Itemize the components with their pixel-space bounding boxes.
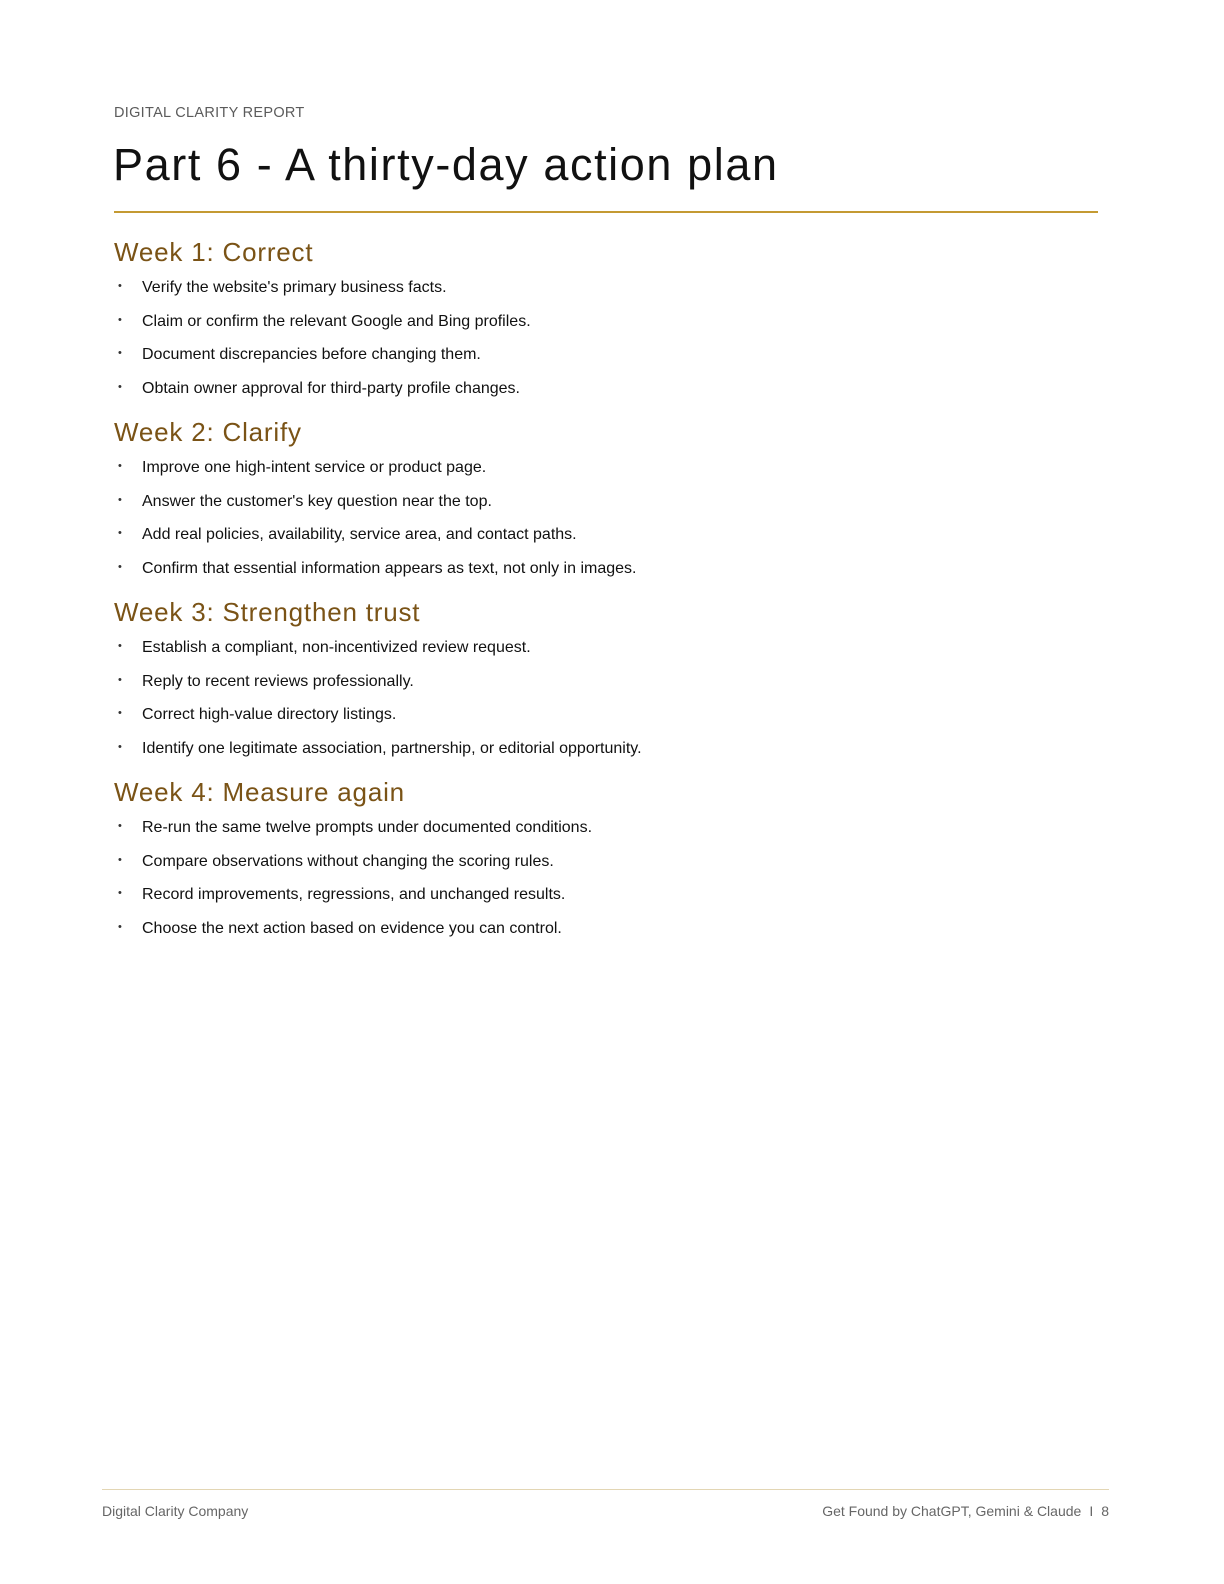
- bullet-icon: •: [118, 820, 122, 832]
- list-item-text: Obtain owner approval for third-party profile changes.: [142, 379, 520, 397]
- week-4-list: [114, 811, 1098, 945]
- list-item-text: Choose the next action based on evidence you can control.: [142, 919, 562, 937]
- list-item-text: Claim or confirm the relevant Google and Bing profiles.: [142, 312, 531, 330]
- bullet-icon: •: [118, 560, 122, 573]
- week-4-heading: Week 4: Measure again: [114, 777, 405, 807]
- list-item-text: Establish a compliant, non-incentivized review request.: [142, 639, 531, 656]
- list-item: [114, 665, 1098, 699]
- list-item-text: Record improvements, regressions, and unchanged results.: [142, 886, 566, 903]
- footer-company: Digital Clarity Company: [102, 1503, 249, 1519]
- bullet-icon: •: [118, 493, 122, 506]
- footer-book-title: Get Found by ChatGPT, Gemini & Claude: [822, 1503, 1082, 1519]
- list-item: [114, 271, 1098, 305]
- list-item: [114, 811, 1098, 845]
- list-item-text: Compare observations without changing the scoring rules.: [142, 852, 554, 870]
- week-2-section: [114, 413, 1098, 585]
- list-item: [114, 485, 1098, 519]
- bullet-icon: •: [118, 853, 122, 866]
- title-divider: [114, 211, 1098, 213]
- footer-running-title: [822, 1503, 1109, 1519]
- list-item-text: Correct high-value directory listings.: [142, 706, 397, 723]
- bullet-icon: •: [118, 280, 122, 292]
- report-label: DIGITAL CLARITY REPORT: [114, 105, 305, 121]
- list-item: [114, 451, 1098, 485]
- list-item: [114, 845, 1098, 879]
- list-item-text: Reply to recent reviews professionally.: [142, 672, 414, 690]
- list-item: [114, 878, 1098, 912]
- list-item: [114, 631, 1098, 665]
- list-item-text: Document discrepancies before changing them.: [142, 346, 481, 363]
- page-title: Part 6 - A thirty-day action plan: [113, 139, 779, 190]
- list-item: [114, 518, 1098, 552]
- list-item: [114, 912, 1098, 946]
- week-3-list: [114, 631, 1098, 765]
- week-3-section: [114, 593, 1098, 765]
- list-item-text: Re-run the same twelve prompts under documented conditions.: [142, 819, 593, 836]
- bullet-icon: •: [118, 313, 122, 326]
- footer-separator: I: [1089, 1503, 1094, 1519]
- week-2-list: [114, 451, 1098, 585]
- week-1-list: [114, 271, 1098, 405]
- list-item-text: Improve one high-intent service or product page.: [142, 459, 487, 476]
- bullet-icon: •: [118, 887, 122, 899]
- bullet-icon: •: [118, 920, 122, 933]
- bullet-icon: •: [118, 707, 122, 719]
- list-item-text: Confirm that essential information appears as text, not only in images.: [142, 559, 637, 577]
- list-item: [114, 305, 1098, 339]
- list-item: [114, 372, 1098, 406]
- bullet-icon: •: [118, 673, 122, 686]
- list-item-text: Answer the customer's key question near the top.: [142, 492, 492, 510]
- week-2-heading: Week 2: Clarify: [114, 417, 302, 447]
- week-4-section: [114, 773, 1098, 945]
- bullet-icon: •: [118, 527, 122, 539]
- action-plan-content: [114, 233, 1098, 945]
- list-item-text: Identify one legitimate association, partnership, or editorial opportunity.: [142, 739, 642, 757]
- list-item-text: Add real policies, availability, service area, and contact paths.: [142, 526, 577, 543]
- week-1-heading: Week 1: Correct: [114, 237, 314, 267]
- list-item-text: Verify the website's primary business facts.: [142, 279, 447, 296]
- list-item: [114, 552, 1098, 586]
- bullet-icon: •: [118, 380, 122, 393]
- page-number: 8: [1101, 1503, 1109, 1519]
- week-3-heading: Week 3: Strengthen trust: [114, 597, 421, 627]
- footer-divider: [102, 1489, 1109, 1490]
- bullet-icon: •: [118, 347, 122, 359]
- week-1-section: [114, 233, 1098, 405]
- bullet-icon: •: [118, 460, 122, 472]
- list-item: [114, 698, 1098, 732]
- bullet-icon: •: [118, 740, 122, 753]
- list-item: [114, 338, 1098, 372]
- bullet-icon: •: [118, 640, 122, 652]
- list-item: [114, 732, 1098, 766]
